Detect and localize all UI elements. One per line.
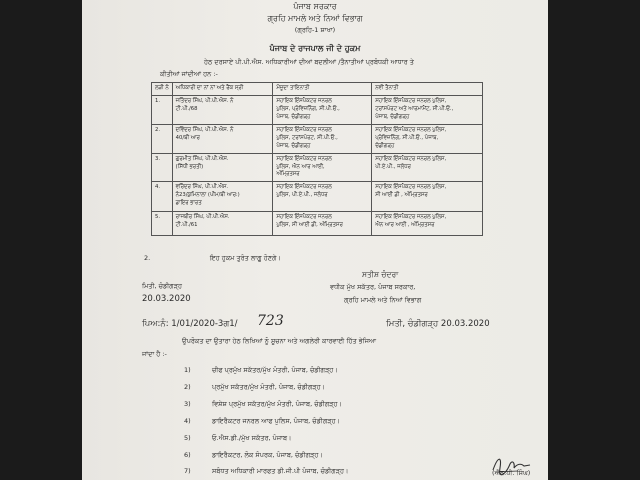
place-label: ਮਿਤੀ, ਚੰਡੀਗੜ੍ਹ <box>142 282 182 290</box>
recipient-text: ਪ੍ਰਮੁੱਖ ਸਕੱਤਰ/ਮੁੱਖ ਮੰਤਰੀ, ਪੰਜਾਬ, ਚੰਡੀਗੜ੍ਹ। <box>212 383 326 391</box>
endorsement-ref: ਪਿਅ:ਨੰ: 1/01/2020-3ਗ1/ <box>142 319 238 329</box>
serial-cell: 2. <box>152 124 173 153</box>
recipient-num: 5) <box>184 434 191 442</box>
para-2-number: 2. <box>144 254 151 262</box>
current-posting-cell: ਸਹਾਇਕ ਇੰਸਪੈਕਟਰ ਜਨਰਲ ਪੁਲਿਸ, ਪ੍ਰੋਵਿਜ਼ਨਿੰਗ, ਸੀ.ਪੀ.ਓ., ਪੰਜਾਬ, ਚੰਡੀਗੜ੍ਹ <box>273 95 372 124</box>
order-date: 20.03.2020 <box>142 294 191 304</box>
new-posting-cell: ਸਹਾਇਕ ਇੰਸਪੈਕਟਰ ਜਨਰਲ ਪੁਲਿਸ, ਪ੍ਰੋਵਿਜ਼ਨਿੰਗ, ਸੀ.ਪੀ.ਓ., ਪੰਜਾਬ, ਚੰਡੀਗੜ੍ਹ <box>372 124 483 153</box>
col-header-current: ਮੌਜੂਦਾ ਤਾਇਨਾਤੀ <box>273 83 372 96</box>
table-header-row <box>152 83 483 96</box>
col-header-serial: ਲੜੀ ਨੰ <box>152 83 173 96</box>
table-row <box>152 95 483 124</box>
govt-heading: ਪੰਜਾਬ ਸਰਕਾਰ <box>293 2 337 11</box>
serial-cell: 3. <box>152 153 173 182</box>
serial-cell: 4. <box>152 182 173 212</box>
handwritten-ref-number: 723 <box>257 313 284 329</box>
current-posting-cell: ਸਹਾਇਕ ਇੰਸਪੈਕਟਰ ਜਨਰਲ ਪੁਲਿਸ, ਪੀ.ਏ.ਪੀ., ਜਲੰਧਰ <box>273 182 372 212</box>
new-posting-cell: ਸਹਾਇਕ ਇੰਸਪੈਕਟਰ ਜਨਰਲ ਪੁਲਿਸ, ਐਨ ਆਰ ਆਈ , ਅੰਮ੍ਰਿਤਸਰ <box>372 212 483 236</box>
transfer-table <box>151 82 483 236</box>
signatory-title-2: ਗ੍ਰਹਿ ਮਾਮਲੇ ਅਤੇ ਨਿਆਂ ਵਿਭਾਗ <box>344 296 422 304</box>
officer-cell: ਵਰਿੰਦਰ ਸਿੰਘ, ਪੀ.ਪੀ.ਐਸ. ਨੰ23/ਕੁਮਿਨਾਲਾ (ਪੀਮ/ਬੀ ਆਰ:) ਡਾਇਰ ਭਾਰਤ <box>172 182 273 212</box>
officer-cell: ਜਤਿੰਦਰ ਸਿੰਘ, ਪੀ.ਪੀ.ਐਸ. ਨੰ ਟੀ.ਪੀ./68 <box>172 95 273 124</box>
endorsement-date: ਮਿਤੀ, ਚੰਡੀਗੜ੍ਹ 20.03.2020 <box>386 319 490 329</box>
signatory-name: ਸਤੀਸ਼ ਚੰਦਰਾ <box>362 270 399 279</box>
intro-line-1: ਹੇਠ ਦਰਸਾਏ ਪੀ.ਪੀ.ਐਸ. ਅਧਿਕਾਰੀਆਂ ਦੀਆਂ ਬਦਲੀਆਂ /ਤੈਨਾਤੀਆਂ ਪ੍ਰਬੰਧਕੀ ਆਧਾਰ ਤੇ <box>204 58 414 66</box>
col-header-officer: ਅਧਿਕਾਰੀ ਦਾ ਨਾਂ ਨਾਂ ਅਤੇ ਰੈਂਕ ਸ੍ਰੀ <box>172 83 273 96</box>
officer-cell: ਗੁਰਮੀਤ ਸਿੰਘ, ਪੀ.ਪੀ.ਐਸ. (ਸਿੱਧੀ ਭਰਤੀ) <box>172 153 273 182</box>
intro-line-2: ਕੀਤੀਆਂ ਜਾਂਦੀਆਂ ਹਨ :- <box>160 70 218 78</box>
signatory-title-1: ਵਧੀਕ ਮੁੱਖ ਸਕੱਤਰ, ਪੰਜਾਬ ਸਰਕਾਰ, <box>330 283 416 291</box>
table-row <box>152 182 483 212</box>
recipient-num: 1) <box>184 366 191 374</box>
recipient-num: 2) <box>184 383 191 391</box>
recipient-text: ਡਾਇਰੈਕਟਰ, ਲੋਕ ਸੰਪਰਕ, ਪੰਜਾਬ, ਚੰਡੀਗੜ੍ਹ। <box>212 451 323 459</box>
table-row <box>152 153 483 182</box>
new-posting-cell: ਸਹਾਇਕ ਇੰਸਪੈਕਟਰ ਜਨਰਲ ਪੁਲਿਸ, ਟਰਾਂਸਪੋਰਟ ਅਤੇ ਆਰਮਾਮੈਂਟ, ਸੀ.ਪੀ.ਓ., ਪੰਜਾਬ, ਚੰਡੀਗੜ੍ਹ <box>372 95 483 124</box>
table-row <box>152 212 483 236</box>
recipient-text: ਸਬੰਧਤ ਅਧਿਕਾਰੀ ਮਾਰਫਤ ਡੀ.ਜੀ.ਪੀ ਪੰਜਾਬ, ਚੰਡੀਗੜ੍ਹ। <box>212 467 349 475</box>
endorsement-intro: ਉਪਰੋਕਤ ਦਾ ਉਤਾਰਾ ਹੇਠ ਲਿਖਿਆਂ ਨੂੰ ਸੂਚਨਾ ਅਤੇ ਅਗਲੇਰੀ ਕਾਰਵਾਈ ਹਿੱਤ ਭੇਜਿਆ <box>182 337 377 345</box>
serial-cell: 5. <box>152 212 173 236</box>
branch-heading: (ਗ੍ਰਹਿ-1 ਸ਼ਾਖਾ) <box>294 26 336 34</box>
endorsement-intro-2: ਜਾਂਦਾ ਹੈ :- <box>142 350 167 358</box>
new-posting-cell: ਸਹਾਇਕ ਇੰਸਪੈਕਟਰ ਜਨਰਲ ਪੁਲਿਸ, ਸੀ ਆਈ ਡੀ , ਅੰਮ੍ਰਿਤਸਰ <box>372 182 483 212</box>
recipient-text: ਓ.ਐਸ.ਡੀ./ਮੁੱਖ ਸਕੱਤਰ, ਪੰਜਾਬ। <box>212 434 292 442</box>
serial-cell: 1. <box>152 95 173 124</box>
document-page <box>82 0 548 480</box>
col-header-new: ਨਵੀਂ ਤੈਨਾਤੀ <box>372 83 483 96</box>
dept-heading: ਗ੍ਰਹਿ ਮਾਮਲੇ ਅਤੇ ਨਿਆਂ ਵਿਭਾਗ <box>267 14 363 23</box>
recipient-text: ਵਿਸ਼ੇਸ਼ ਪ੍ਰਮੁੱਖ ਸਕੱਤਰ/ਮੁੱਖ ਮੰਤਰੀ, ਪੰਜਾਬ, ਚੰਡੀਗੜ੍ਹ। <box>212 400 342 408</box>
para-2-text: ਇਹ ਹੁਕਮ ਤੁਰੰਤ ਲਾਗੂ ਹੋਣਗੇ। <box>210 254 281 262</box>
officer-cell: ਦਵਿੰਦਰ ਸਿੰਘ, ਪੀ.ਪੀ.ਐਸ. ਨੰ 40/ਬੀ ਆਰ <box>172 124 273 153</box>
recipient-text: ਚੀਫ ਪ੍ਰਮੁੱਖ ਸਕੱਤਰ/ਮੁੱਖ ਮੰਤਰੀ, ਪੰਜਾਬ, ਚੰਡੀਗੜ੍ਹ। <box>212 366 338 374</box>
current-posting-cell: ਸਹਾਇਕ ਇੰਸਪੈਕਟਰ ਜਨਰਲ ਪੁਲਿਸ, ਟਰਾਂਸਪੋਰਟ, ਸੀ.ਪੀ.ਓ., ਪੰਜਾਬ, ਚੰਡੀਗੜ੍ਹ <box>273 124 372 153</box>
table-row <box>152 124 483 153</box>
recipient-num: 6) <box>184 451 191 459</box>
current-posting-cell: ਸਹਾਇਕ ਇੰਸਪੈਕਟਰ ਜਨਰਲ ਪੁਲਿਸ, ਸੀ ਆਈ ਡੀ, ਅੰਮ੍ਰਿਤਸਰ <box>273 212 372 236</box>
endorsement-signer: (ਐਨ.ਪੀ. ਸਿੰਘ) <box>492 469 531 477</box>
current-posting-cell: ਸਹਾਇਕ ਇੰਸਪੈਕਟਰ ਜਨਰਲ ਪੁਲਿਸ, ਐਨ ਆਰ ਆਈ, ਅੰਮ੍ਰਿਤਸਰ <box>273 153 372 182</box>
recipient-text: ਡਾਇਰੈਕਟਰ ਜਨਰਲ ਆਫ ਪੁਲਿਸ, ਪੰਜਾਬ, ਚੰਡੀਗੜ੍ਹ। <box>212 417 340 425</box>
recipient-num: 7) <box>184 467 191 475</box>
officer-cell: ਰਾਜਬੀਰ ਸਿੰਘ, ਪੀ.ਪੀ.ਐਸ. ਟੀ.ਪੀ./61 <box>172 212 273 236</box>
recipient-num: 4) <box>184 417 191 425</box>
order-title: ਪੰਜਾਬ ਦੇ ਰਾਜਪਾਲ ਜੀ ਦੇ ਹੁਕਮ <box>269 44 361 53</box>
recipient-num: 3) <box>184 400 191 408</box>
new-posting-cell: ਸਹਾਇਕ ਇੰਸਪੈਕਟਰ ਜਨਰਲ ਪੁਲਿਸ, ਪੀ.ਏ.ਪੀ., ਜਲੰਧਰ <box>372 153 483 182</box>
